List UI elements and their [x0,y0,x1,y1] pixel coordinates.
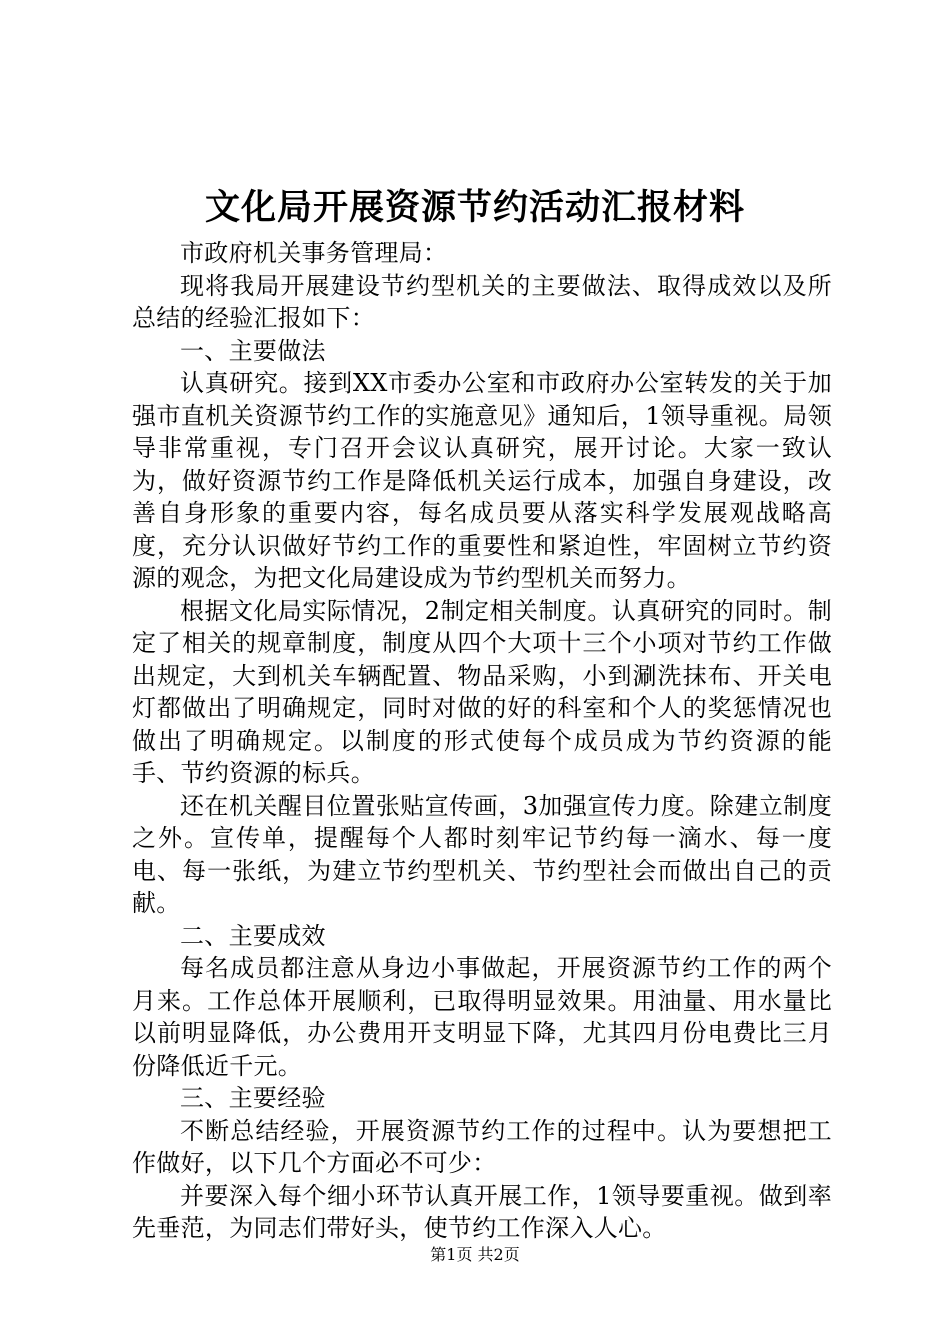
section-heading-2: 二、主要成效 [180,921,326,950]
intro-paragraph: 现将我局开展建设节约型机关的主要做法、取得成效以及所总结的经验汇报如下： [132,271,832,332]
salutation: 市政府机关事务管理局： [180,239,448,267]
body-paragraph: 还在机关醒目位置张贴宣传画，3加强宣传力度。除建立制度之外。宣传单，提醒每个人都时刻牢记节约每一滴水、每一度电、每一张纸，为建立节约型机关、节约型社会而做出自己的贡献。 [132,791,832,917]
body-paragraph: 并要深入每个细小环节认真开展工作，1领导要重视。做到率先垂范，为同志们带好头，使节约工作深入人心。 [132,1181,832,1242]
section-heading-1: 一、主要做法 [180,336,326,365]
body-paragraph: 每名成员都注意从身边小事做起，开展资源节约工作的两个月来。工作总体开展顺利，已取得明显效果。用油量、用水量比以前明显降低，办公费用开支明显下降，尤其四月份电费比三月份降低近千元。 [132,954,832,1080]
section-heading-3: 三、主要经验 [180,1084,326,1112]
document-title: 文化局开展资源节约活动汇报材料 [204,187,745,228]
document-body [132,237,832,1245]
body-paragraph: 认真研究。接到XX市委办公室和市政府办公室转发的关于加强市直机关资源节约工作的实施意见》通知后，1领导重视。局领导非常重视，专门召开会议认真研究，展开讨论。大家一致认为，做好资源节约工作是降低机关运行成本，加强自身建设，改善自身形象的重要内容，每名成员要从落实科学发展观战略高度，充分认识做好节约工作的重要性和紧迫性，牢固树立节约资源的观念，为把文化局建设成为节约型机关而努力。 [132,369,832,592]
page-number-footer: 第1页 共2页 [430,1245,520,1264]
body-paragraph: 不断总结经验，开展资源节约工作的过程中。认为要想把工作做好，以下几个方面必不可少： [132,1116,832,1177]
body-paragraph: 根据文化局实际情况，2制定相关制度。认真研究的同时。制定了相关的规章制度，制度从四个大项十三个小项对节约工作做出规定，大到机关车辆配置、物品采购，小到涮洗抹布、开关电灯都做出了明确规定，同时对做的好的科室和个人的奖惩情况也做出了明确规定。以制度的形式使每个成员成为节约资源的能手、节约资源的标兵。 [132,596,832,787]
